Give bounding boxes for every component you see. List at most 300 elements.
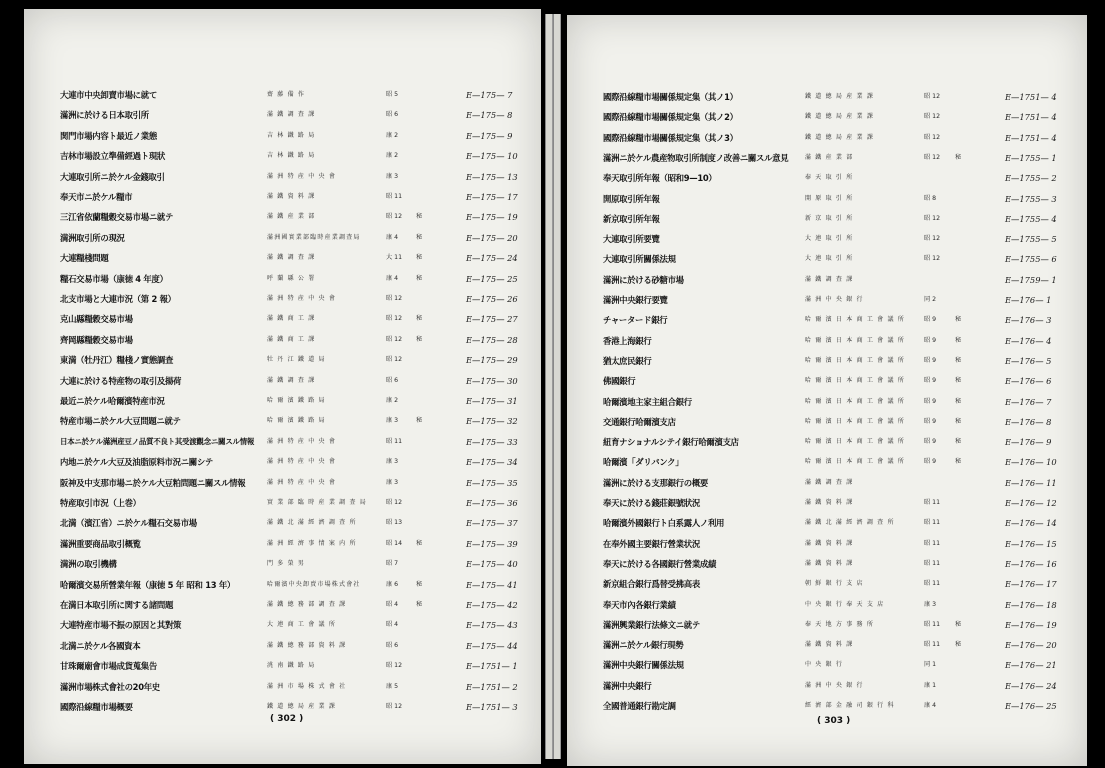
entry-call-number: E—175— 27 <box>466 314 518 325</box>
index-row <box>567 434 1087 450</box>
entry-title: 北支市場と大連市況（第 2 報） <box>60 294 176 304</box>
entry-title: 吉林市場設立準備經過ト現狀 <box>60 151 165 162</box>
entry-call-number: E—176— 25 <box>1005 701 1057 711</box>
entry-title: 全國普通銀行勘定調 <box>603 701 676 711</box>
entry-title: 滿洲に於ける砂糖市場 <box>603 274 684 285</box>
entry-title: 関門市場内容ト最近ノ業態 <box>60 130 157 141</box>
entry-call-number: E—1751— 4 <box>1005 92 1057 102</box>
entry-title: 甘珠爾廟會市場成貨蒐集告 <box>60 661 157 672</box>
entry-title: 糧石交易市場（康徳 4 年度） <box>60 273 168 284</box>
entry-era: 康 3 <box>386 172 399 180</box>
entry-era: 昭 12 <box>924 235 941 243</box>
index-row <box>24 658 541 674</box>
entry-source: 滿 洲 中 央 銀 行 <box>805 296 864 303</box>
entry-source: 哈 爾 濱 日 本 商 工 會 議 所 <box>805 458 905 466</box>
entry-title: 満洲の取引機構 <box>60 559 117 570</box>
entry-call-number: E—175— 33 <box>466 436 518 447</box>
entry-source: 滿 洲 市 場 株 式 會 社 <box>267 682 347 690</box>
entry-source: 滿 鐵 産 業 部 <box>805 153 854 161</box>
entry-source: 滿 鐵 北 滿 經 濟 調 査 所 <box>805 519 895 527</box>
entry-source: 滿 洲 特 産 中 央 會 <box>267 478 337 486</box>
entry-call-number: E—1751— 3 <box>466 702 518 712</box>
entry-secret-mark: 秘 <box>955 417 962 425</box>
entry-secret-mark: 秘 <box>955 377 962 385</box>
entry-call-number: E—175— 41 <box>466 579 518 590</box>
entry-secret-mark: 秘 <box>416 233 423 241</box>
index-row <box>567 576 1087 592</box>
entry-era: 昭 11 <box>386 193 403 200</box>
entry-source: 滿 洲 經 濟 事 情 案 内 所 <box>267 539 357 547</box>
entry-call-number: E—175— 37 <box>466 518 518 529</box>
entry-era: 康 2 <box>386 152 399 160</box>
entry-source: 大 連 取 引 所 <box>805 235 854 243</box>
entry-call-number: E—176— 4 <box>1005 335 1052 346</box>
entry-era: 昭 12 <box>924 255 941 263</box>
entry-source: 奉 天 地 方 事 務 所 <box>805 620 875 628</box>
entry-era: 昭 4 <box>386 601 399 608</box>
entry-title: 新京取引所年報 <box>603 213 660 224</box>
entry-source: 實 業 部 臨 時 産 業 調 査 局 <box>267 499 367 506</box>
entry-source: 牡 丹 江 鐵 道 局 <box>267 356 326 364</box>
entry-call-number: E—175— 35 <box>466 477 518 488</box>
entry-title: 満洲取引所の現況 <box>60 232 125 243</box>
entry-era: 昭 12 <box>386 213 403 221</box>
index-row <box>567 109 1087 125</box>
entry-secret-mark: 秘 <box>416 315 423 323</box>
entry-secret-mark: 秘 <box>416 254 423 262</box>
entry-era: 昭 7 <box>386 560 399 568</box>
index-row <box>567 394 1087 410</box>
entry-title: 新京組合銀行爲替受拂高表 <box>603 579 700 590</box>
entry-era: 昭 13 <box>386 519 403 527</box>
index-row <box>24 638 541 654</box>
entry-source: 滿 鐵 調 査 課 <box>805 275 854 283</box>
entry-era: 同 1 <box>924 661 937 669</box>
entry-call-number: E—175— 8 <box>466 110 513 121</box>
entry-title: 滿洲中央銀行要覽 <box>603 295 668 305</box>
entry-title: 阪神及中支那市場ニ於ケル大豆粕問題ニ關スル情報 <box>60 477 246 488</box>
entry-source: 齋 藤 備 作 <box>267 91 306 98</box>
index-row <box>567 698 1087 714</box>
entry-title: 哈爾濱交易所營業年報（康徳 5 年 昭和 13 年） <box>60 579 236 590</box>
entry-source: 滿 鐵 商 工 課 <box>267 315 316 323</box>
index-row <box>567 211 1087 227</box>
entry-source: 滿 鐵 調 査 課 <box>267 111 316 119</box>
entry-source: 經 濟 部 金 融 司 銀 行 科 <box>805 702 895 709</box>
entry-source: 大 連 商 工 會 議 所 <box>267 621 337 629</box>
entry-era: 昭 12 <box>386 662 403 670</box>
entry-era: 昭 11 <box>924 580 941 588</box>
entry-call-number: E—176— 20 <box>1005 640 1057 651</box>
entry-source: 哈 爾 濱 日 本 商 工 會 議 所 <box>805 377 905 385</box>
entry-source: 哈 爾 濱 日 本 商 工 會 議 所 <box>805 438 905 446</box>
entry-source: 中 央 銀 行 奉 天 支 店 <box>805 600 885 608</box>
entry-secret-mark: 秘 <box>955 458 962 466</box>
index-row <box>567 678 1087 694</box>
index-row <box>567 414 1087 430</box>
entry-title: 三江省依蘭糧穀交易市場ニ就テ <box>60 212 174 223</box>
entry-era: 昭 8 <box>924 194 937 202</box>
entry-title: 北満（濱江省）ニ於ケル糧石交易市場 <box>60 518 197 529</box>
entry-era: 昭 12 <box>924 93 941 100</box>
index-row <box>567 373 1087 389</box>
entry-era: 昭 11 <box>924 559 941 567</box>
entry-secret-mark: 秘 <box>955 153 962 161</box>
entry-era: 昭 12 <box>386 499 403 506</box>
index-row <box>24 434 541 450</box>
entry-secret-mark: 秘 <box>416 213 423 221</box>
index-row <box>24 352 541 368</box>
entry-title: 紐育ナショナルシテイ銀行哈爾濱支店 <box>603 437 739 448</box>
entry-source: 哈 爾 濱 日 本 商 工 會 議 所 <box>805 356 905 364</box>
index-row <box>567 657 1087 673</box>
entry-source: 滿 洲 特 産 中 央 會 <box>267 437 337 445</box>
entry-source: 奉 天 取 引 所 <box>805 174 854 182</box>
index-row <box>567 556 1087 572</box>
entry-era: 昭 9 <box>924 377 937 385</box>
index-row <box>24 597 541 613</box>
page-number: ( 302 ) <box>270 714 304 724</box>
entry-source: 滿 鐵 資 料 課 <box>805 499 854 506</box>
entry-era: 昭 5 <box>386 91 399 98</box>
entry-call-number: E—175— 34 <box>466 457 518 468</box>
entry-era: 昭 12 <box>924 214 941 222</box>
entry-source: 哈 爾 濱 日 本 商 工 會 議 所 <box>805 397 905 405</box>
index-row <box>24 271 541 287</box>
entry-source: 滿 鐵 調 査 課 <box>805 478 854 486</box>
entry-call-number: E—176— 5 <box>1005 355 1052 366</box>
index-row <box>24 515 541 531</box>
entry-title: 佛國銀行 <box>603 376 636 387</box>
entry-era: 昭 11 <box>924 499 941 506</box>
entry-secret-mark: 秘 <box>955 356 962 364</box>
index-row <box>24 393 541 409</box>
index-row <box>24 454 541 470</box>
entry-call-number: E—1755— 6 <box>1005 254 1057 265</box>
index-row <box>24 209 541 225</box>
entry-era: 昭 11 <box>924 620 941 628</box>
index-row <box>567 617 1087 633</box>
entry-title: 國際沿線糧市場概要 <box>60 702 133 712</box>
entry-era: 昭 12 <box>386 356 403 364</box>
entry-call-number: E—175— 44 <box>466 640 518 651</box>
entry-secret-mark: 秘 <box>955 336 962 344</box>
entry-title: 哈爾濱地主家主組合銀行 <box>603 396 692 407</box>
index-row <box>24 230 541 246</box>
entry-era: 康 1 <box>924 681 937 689</box>
entry-source: 滿 洲 中 央 銀 行 <box>805 681 864 689</box>
entry-era: 康 4 <box>386 233 399 241</box>
entry-source: 吉 林 鐵 路 局 <box>267 131 316 139</box>
entry-era: 昭 9 <box>924 417 937 425</box>
index-row <box>567 536 1087 552</box>
entry-source: 滿 鐵 資 料 課 <box>805 539 854 547</box>
entry-source: 滿 鐵 總 務 部 資 料 課 <box>267 641 347 649</box>
index-row <box>567 292 1087 308</box>
entry-secret-mark: 秘 <box>416 601 423 608</box>
entry-source: 滿 鐵 調 査 課 <box>267 376 316 384</box>
entry-source: 滿 鐵 資 料 課 <box>805 641 854 649</box>
entry-title: 滿洲に於ける支那銀行の概要 <box>603 477 708 488</box>
index-row <box>567 353 1087 369</box>
entry-source: 滿 鐵 産 業 部 <box>267 213 316 221</box>
entry-title: 大連市中央卸賣市場に就て <box>60 90 157 100</box>
entry-era: 昭 11 <box>924 519 941 527</box>
entry-title: 滿洲ニ於ケル農産物取引所制度ノ改善ニ關スル意見 <box>603 152 789 163</box>
index-row <box>24 373 541 389</box>
index-row <box>24 250 541 266</box>
entry-era: 昭 12 <box>924 153 941 161</box>
entry-source: 哈 爾 濱 日 本 商 工 會 議 所 <box>805 336 905 344</box>
entry-call-number: E—1755— 4 <box>1005 213 1057 224</box>
index-row <box>567 130 1087 146</box>
index-row <box>24 495 541 511</box>
entry-source: 新 京 取 引 所 <box>805 214 854 222</box>
entry-era: 昭 14 <box>386 539 403 547</box>
entry-title: 北満ニ於ケル各國資本 <box>60 640 141 651</box>
entry-era: 康 4 <box>386 274 399 282</box>
entry-secret-mark: 秘 <box>416 539 423 547</box>
index-row <box>24 87 541 103</box>
entry-source: 滿洲國實業部臨時産業調査局 <box>267 233 361 241</box>
entry-call-number: E—1755— 1 <box>1005 152 1057 163</box>
entry-call-number: E—176— 18 <box>1005 599 1057 610</box>
entry-source: 滿 鐵 調 査 課 <box>267 254 316 262</box>
index-row <box>567 89 1087 105</box>
entry-title: 滿洲中央銀行關係法規 <box>603 660 684 671</box>
entry-secret-mark: 秘 <box>416 417 423 425</box>
entry-title: 奉天取引所年報（昭和9—10） <box>603 173 717 184</box>
entry-call-number: E—175— 10 <box>466 151 518 162</box>
entry-source: 吉 林 鐵 路 局 <box>267 152 316 160</box>
entry-source: 滿 洲 特 産 中 央 會 <box>267 295 337 302</box>
index-row <box>567 231 1087 247</box>
entry-title: チャータード銀行 <box>603 315 668 326</box>
index-row <box>567 637 1087 653</box>
entry-title: 開原取引所年報 <box>603 193 660 204</box>
entry-era: 昭 12 <box>924 133 941 141</box>
entry-title: 大連取引所關係法規 <box>603 254 676 265</box>
entry-call-number: E—176— 19 <box>1005 619 1057 630</box>
entry-title: 齊岡縣糧穀交易市場 <box>60 334 133 345</box>
index-row <box>567 495 1087 511</box>
entry-era: 昭 9 <box>924 316 937 324</box>
entry-title: 内地ニ於ケル大豆及油脂原料市況ニ關シテ <box>60 457 214 468</box>
entry-title: 大連に於ける特産物の取引及揚荷 <box>60 375 182 386</box>
entry-title: 大連糧棧問題 <box>60 253 109 264</box>
entry-source: 滿 鐵 商 工 課 <box>267 335 316 343</box>
index-row <box>567 312 1087 328</box>
entry-title: 特産取引市況（上巻） <box>60 498 141 508</box>
index-row <box>24 475 541 491</box>
entry-call-number: E—175— 20 <box>466 232 518 243</box>
entry-call-number: E—1755— 2 <box>1005 173 1057 184</box>
entry-call-number: E—176— 11 <box>1005 477 1057 488</box>
entry-call-number: E—1751— 4 <box>1005 132 1057 143</box>
entry-era: 昭 6 <box>386 111 399 119</box>
entry-call-number: E—176— 10 <box>1005 457 1057 468</box>
entry-era: 昭 4 <box>386 621 399 629</box>
entry-era: 昭 11 <box>924 641 941 649</box>
entry-title: 香港上海銀行 <box>603 335 652 346</box>
entry-era: 昭 9 <box>924 356 937 364</box>
entry-call-number: E—1755— 5 <box>1005 234 1057 245</box>
entry-title: 滿洲ニ於ケル銀行現勢 <box>603 640 684 651</box>
page-number: ( 303 ) <box>817 716 851 726</box>
entry-title: 滿洲興業銀行法條文ニ就テ <box>603 619 700 630</box>
entry-source: 開 原 取 引 所 <box>805 194 854 202</box>
index-row <box>24 291 541 307</box>
entry-call-number: E—175— 28 <box>466 334 518 345</box>
entry-source: 洮 南 鐵 路 局 <box>267 662 316 670</box>
entry-call-number: E—175— 43 <box>466 620 518 631</box>
entry-call-number: E—175— 36 <box>466 498 518 508</box>
entry-source: 鐵 道 總 局 産 業 課 <box>805 93 875 100</box>
entry-source: 門 多 榮 男 <box>267 560 306 568</box>
entry-source: 呼 蘭 縣 公 署 <box>267 274 316 282</box>
index-row <box>567 150 1087 166</box>
entry-title: 奉天に於ける錢莊銀號狀況 <box>603 498 700 508</box>
index-row <box>24 556 541 572</box>
entry-secret-mark: 秘 <box>416 274 423 282</box>
entry-call-number: E—175— 32 <box>466 416 518 427</box>
entry-title: 滿洲に於ける日本取引所 <box>60 110 149 121</box>
entry-era: 康 2 <box>386 397 399 404</box>
entry-era: 康 3 <box>386 458 399 466</box>
index-row <box>24 189 541 205</box>
entry-source: 滿 鐵 北 滿 經 濟 調 査 所 <box>267 519 357 527</box>
index-row <box>24 413 541 429</box>
entry-title: 大連取引所ニ於ケル金錢取引 <box>60 171 165 182</box>
entry-title: 最近ニ於ケル哈爾濱特産市況 <box>60 396 165 406</box>
left-page <box>24 9 541 764</box>
entry-era: 康 4 <box>924 702 937 709</box>
entry-era: 康 2 <box>386 131 399 139</box>
entry-call-number: E—175— 13 <box>466 171 518 182</box>
entry-title: 國際沿線糧市場關係規定集（其ノ2） <box>603 112 738 123</box>
entry-call-number: E—1759— 1 <box>1005 274 1057 285</box>
entry-source: 哈 爾 濱 鐵 路 局 <box>267 397 326 404</box>
entry-call-number: E—176— 24 <box>1005 680 1057 691</box>
entry-source: 滿 鐵 資 料 課 <box>805 559 854 567</box>
index-row <box>24 169 541 185</box>
index-row <box>567 333 1087 349</box>
entry-secret-mark: 秘 <box>955 316 962 324</box>
entry-call-number: E—1751— 4 <box>1005 112 1057 123</box>
entry-source: 朝 鮮 銀 行 支 店 <box>805 580 864 588</box>
entry-call-number: E—175— 19 <box>466 212 518 223</box>
entry-title: 克山縣糧穀交易市場 <box>60 314 133 325</box>
entry-era: 昭 11 <box>386 437 403 445</box>
entry-era: 昭 12 <box>386 335 403 343</box>
entry-era: 康 3 <box>386 417 399 425</box>
entry-source: 哈爾濱中央卸賣市場株式會社 <box>267 580 361 588</box>
entry-secret-mark: 秘 <box>955 620 962 628</box>
entry-call-number: E—175— 31 <box>466 396 518 406</box>
entry-title: 國際沿線糧市場關係規定集（其ノ3） <box>603 132 738 143</box>
index-row <box>24 679 541 695</box>
entry-title: 奉天に於ける各國銀行營業成績 <box>603 558 717 569</box>
entry-call-number: E—176— 1 <box>1005 295 1052 305</box>
index-row <box>567 191 1087 207</box>
entry-era: 康 6 <box>386 580 399 588</box>
entry-call-number: E—175— 39 <box>466 538 518 549</box>
index-row <box>24 148 541 164</box>
entry-title: 東満（牡丹江）糧棧ノ實態調査 <box>60 355 174 366</box>
index-row <box>567 454 1087 470</box>
entry-call-number: E—1751— 2 <box>466 681 518 692</box>
entry-era: 昭 9 <box>924 438 937 446</box>
entry-title: 哈爾濱外國銀行ト白系露人ノ利用 <box>603 518 725 529</box>
entry-call-number: E—175— 7 <box>466 90 513 100</box>
right-page <box>567 15 1087 766</box>
index-row <box>567 515 1087 531</box>
entry-source: 鐵 道 總 局 産 業 課 <box>805 133 875 141</box>
entry-era: 康 5 <box>386 682 399 690</box>
index-row <box>567 475 1087 491</box>
entry-era: 昭 9 <box>924 336 937 344</box>
entry-secret-mark: 秘 <box>416 580 423 588</box>
index-row <box>24 617 541 633</box>
entry-source: 大 連 取 引 所 <box>805 255 854 263</box>
entry-call-number: E—176— 15 <box>1005 538 1057 549</box>
entry-secret-mark: 秘 <box>416 335 423 343</box>
entry-source: 鐵 道 總 局 産 業 課 <box>267 703 337 710</box>
entry-title: 國際沿線糧市場關係規定集（其ノ1） <box>603 92 738 102</box>
entry-title: 滿洲重要商品取引概覧 <box>60 538 141 549</box>
entry-era: 同 2 <box>924 296 937 303</box>
index-row <box>567 272 1087 288</box>
entry-call-number: E—176— 8 <box>1005 416 1052 427</box>
entry-source: 哈 爾 濱 日 本 商 工 會 議 所 <box>805 316 905 324</box>
entry-call-number: E—176— 14 <box>1005 518 1057 529</box>
entry-source: 鐵 道 總 局 産 業 課 <box>805 113 875 121</box>
entry-title: 在満日本取引所に関する諸問題 <box>60 600 174 610</box>
entry-call-number: E—175— 25 <box>466 273 518 284</box>
entry-secret-mark: 秘 <box>955 641 962 649</box>
entry-source: 滿 鐵 資 料 課 <box>267 193 316 200</box>
entry-era: 昭 11 <box>924 539 941 547</box>
index-row <box>567 170 1087 186</box>
entry-title: 大連取引所要覽 <box>603 234 660 245</box>
entry-call-number: E—175— 30 <box>466 375 518 386</box>
entry-call-number: E—176— 9 <box>1005 437 1052 448</box>
entry-call-number: E—1751— 1 <box>466 661 518 672</box>
entry-secret-mark: 秘 <box>955 397 962 405</box>
entry-era: 康 3 <box>924 600 937 608</box>
entry-call-number: E—175— 42 <box>466 600 518 610</box>
entry-secret-mark: 秘 <box>955 438 962 446</box>
entry-call-number: E—176— 21 <box>1005 660 1057 671</box>
entry-call-number: E—176— 3 <box>1005 315 1052 326</box>
entry-call-number: E—176— 17 <box>1005 579 1057 590</box>
entry-source: 滿 洲 特 産 中 央 會 <box>267 458 337 466</box>
entry-call-number: E—175— 17 <box>466 192 518 202</box>
entry-title: 大連特産市場不振の原因と其對策 <box>60 620 182 631</box>
entry-call-number: E—176— 12 <box>1005 498 1057 508</box>
index-row <box>24 577 541 593</box>
entry-era: 大 11 <box>386 254 403 262</box>
index-row <box>24 699 541 715</box>
entry-call-number: E—175— 29 <box>466 355 518 366</box>
entry-source: 滿 洲 特 産 中 央 會 <box>267 172 337 180</box>
entry-title: 滿洲中央銀行 <box>603 680 652 691</box>
entry-call-number: E—175— 40 <box>466 559 518 570</box>
entry-call-number: E—175— 9 <box>466 130 513 141</box>
entry-source: 哈 爾 濱 鐵 路 局 <box>267 417 326 425</box>
index-row <box>24 536 541 552</box>
entry-era: 昭 9 <box>924 458 937 466</box>
